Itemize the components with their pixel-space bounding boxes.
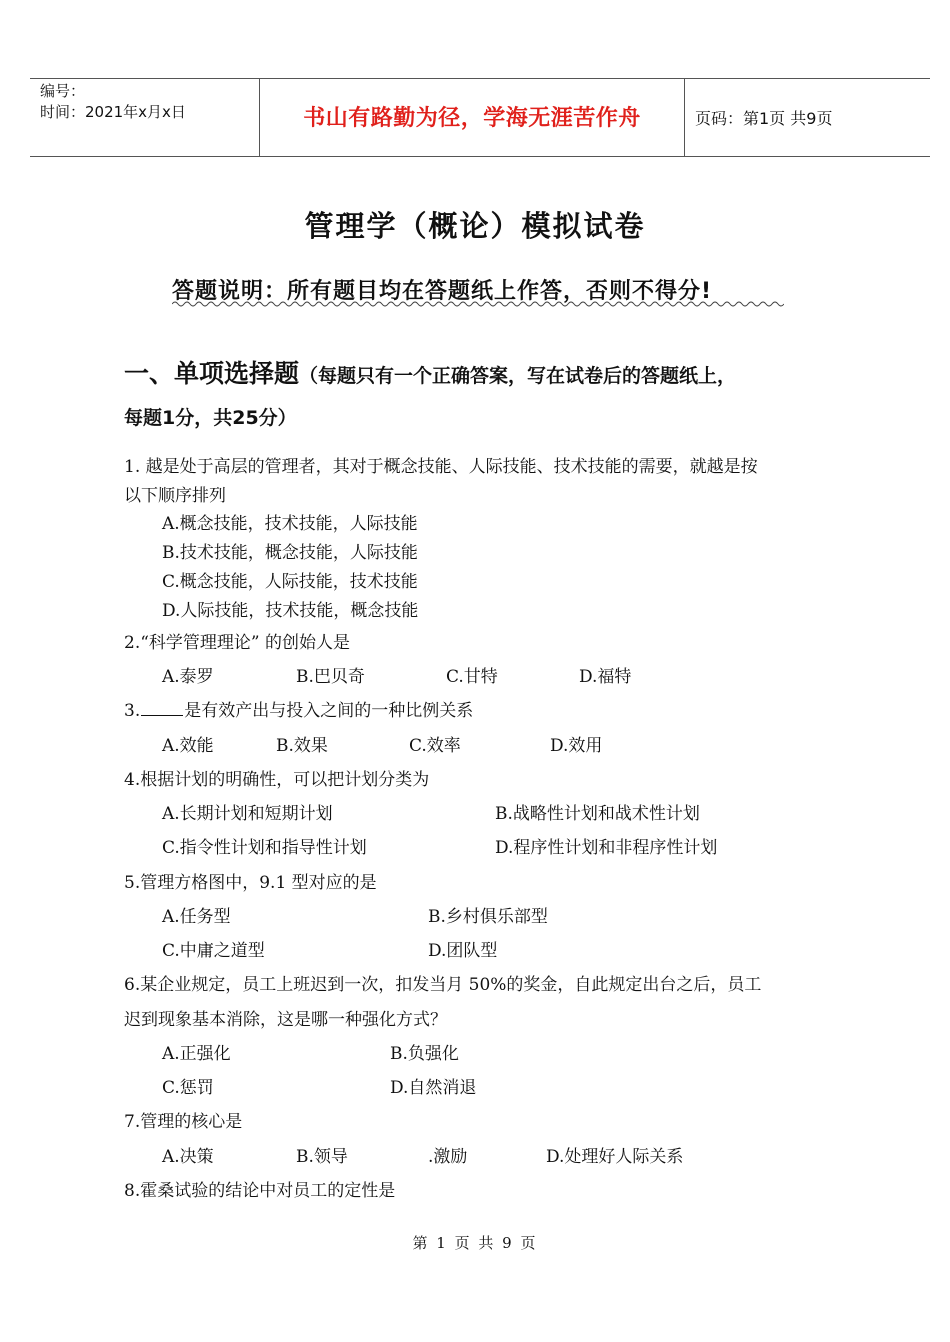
question-7: 7.管理的核心是	[124, 1112, 243, 1132]
q5-option-c: C.中庸之道型	[162, 941, 265, 961]
q5-option-d: D.团队型	[428, 941, 498, 961]
q1-option-c: C.概念技能，人际技能，技术技能	[162, 572, 418, 592]
question-1-line1: 1. 越是处于高层的管理者，其对于概念技能、人际技能、技术技能的需要，就越是按	[124, 457, 758, 477]
question-8: 8.霍桑试验的结论中对员工的定性是	[124, 1181, 396, 1201]
q5-option-a: A.任务型	[162, 907, 231, 927]
q6-option-d: D.自然消退	[390, 1078, 477, 1098]
q3-option-a: A.效能	[162, 736, 214, 756]
q7-option-b: B.领导	[296, 1147, 348, 1167]
q4-option-c: C.指令性计划和指导性计划	[162, 838, 367, 858]
q2-option-c: C.甘特	[446, 667, 498, 687]
q7-option-c: .激励	[428, 1147, 468, 1167]
question-3	[124, 696, 473, 721]
q2-option-b: B.巴贝奇	[296, 667, 365, 687]
answer-instruction: 答题说明：所有题目均在答题纸上作答，否则不得分!	[172, 279, 713, 304]
page-title: 管理学（概论）模拟试卷	[304, 209, 646, 243]
question-1-line2: 以下顺序排列	[124, 486, 226, 506]
section-note-line2: 每题1分，共25分）	[124, 407, 297, 429]
q4-option-b: B.战略性计划和战术性计划	[495, 804, 700, 824]
q2-option-a: A.泰罗	[162, 667, 214, 687]
q1-option-d: D.人际技能，技术技能，概念技能	[162, 601, 419, 621]
q1-option-b: B.技术技能，概念技能，人际技能	[162, 543, 418, 563]
question-5: 5.管理方格图中，9.1 型对应的是	[124, 873, 377, 893]
q2-option-d: D.福特	[579, 667, 632, 687]
question-4: 4.根据计划的明确性，可以把计划分类为	[124, 770, 430, 790]
header-page-label: 页码：第1页 共9页	[695, 109, 833, 128]
section-title: 一、单项选择题	[124, 359, 300, 388]
code-label: 编号：	[40, 82, 86, 100]
q6-option-c: C.惩罚	[162, 1078, 214, 1098]
question-2: 2.“科学管理理论” 的创始人是	[124, 633, 351, 653]
q4-option-a: A.长期计划和短期计划	[162, 804, 333, 824]
q1-option-a: A.概念技能，技术技能，人际技能	[162, 514, 418, 534]
fill-blank	[141, 701, 183, 716]
section-note: （每题只有一个正确答案，写在试卷后的答题纸上，	[299, 365, 737, 387]
q6-option-b: B.负强化	[390, 1044, 459, 1064]
q4-option-d: D.程序性计划和非程序性计划	[495, 838, 718, 858]
question-6-line1: 6.某企业规定，员工上班迟到一次，扣发当月 50%的奖金，自此规定出台之后，员工	[124, 975, 762, 995]
question-6-line2: 迟到现象基本消除，这是哪一种强化方式？	[124, 1010, 447, 1030]
q3-number: 3.	[124, 701, 141, 721]
page-footer: 第 1 页 共 9 页	[412, 1234, 538, 1252]
q5-option-b: B.乡村俱乐部型	[428, 907, 548, 927]
section-heading	[124, 354, 736, 390]
q3-text: 是有效产出与投入之间的一种比例关系	[184, 701, 474, 721]
header-table	[30, 78, 930, 157]
q7-option-d: D.处理好人际关系	[546, 1147, 684, 1167]
header-motto: 书山有路勤为径，学海无涯苦作舟	[303, 106, 641, 131]
q6-option-a: A.正强化	[162, 1044, 231, 1064]
q3-option-c: C.效率	[409, 736, 461, 756]
time-label: 时间：2021年x月x日	[40, 103, 186, 121]
q3-option-b: B.效果	[276, 736, 328, 756]
q3-option-d: D.效用	[550, 736, 603, 756]
header-meta	[40, 81, 186, 123]
header-divider	[684, 79, 685, 156]
wavy-underline	[172, 300, 784, 308]
q7-option-a: A.决策	[162, 1147, 214, 1167]
